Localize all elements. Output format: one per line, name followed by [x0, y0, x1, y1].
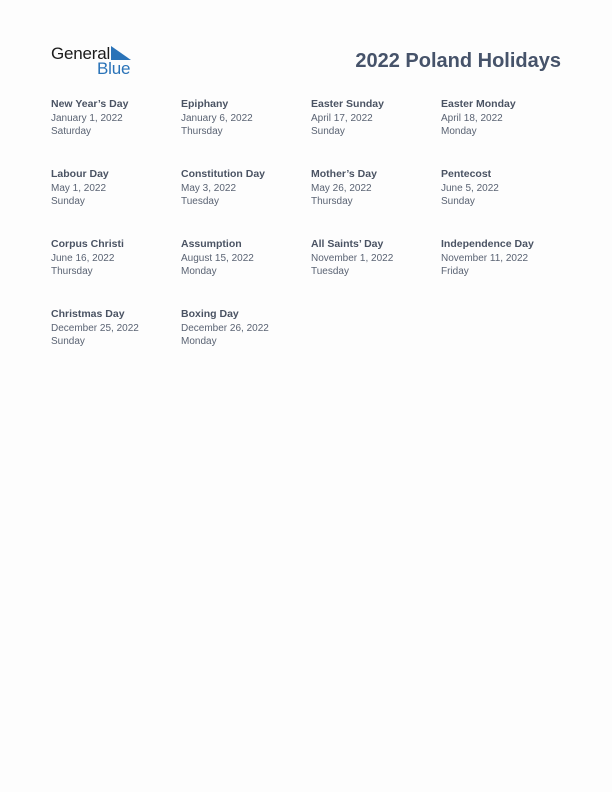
holiday-date: November 11, 2022: [441, 252, 529, 264]
holiday-name: All Saints’ Day: [311, 238, 384, 250]
holiday-date: May 3, 2022: [181, 182, 237, 194]
holiday-date: August 15, 2022: [181, 252, 254, 264]
holiday-item: [311, 98, 441, 168]
holiday-date: June 5, 2022: [441, 182, 499, 194]
holiday-item: [181, 168, 311, 238]
holiday-weekday: Sunday: [51, 196, 85, 208]
holiday-weekday: Thursday: [51, 266, 93, 278]
holiday-weekday: Sunday: [311, 126, 345, 138]
holiday-weekday: Sunday: [441, 196, 475, 208]
holiday-date: January 6, 2022: [181, 112, 253, 124]
holiday-item: [181, 308, 311, 378]
holiday-weekday: Monday: [441, 126, 477, 138]
page-title: 2022 Poland Holidays: [355, 50, 561, 72]
holiday-date: December 25, 2022: [51, 322, 139, 334]
holiday-date: January 1, 2022: [51, 112, 123, 124]
holiday-date: December 26, 2022: [181, 322, 269, 334]
holiday-date: April 17, 2022: [311, 112, 373, 124]
holiday-name: Labour Day: [51, 168, 109, 180]
holiday-item: [441, 168, 571, 238]
holiday-name: Boxing Day: [181, 308, 239, 320]
holiday-item: [441, 238, 571, 308]
logo-triangle-icon: [111, 46, 131, 60]
holiday-weekday: Friday: [441, 266, 469, 278]
holiday-name: Independence Day: [441, 238, 534, 250]
holiday-date: November 1, 2022: [311, 252, 394, 264]
holiday-weekday: Saturday: [51, 126, 92, 138]
logo-word-blue: Blue: [97, 59, 131, 78]
holiday-name: Pentecost: [441, 168, 492, 180]
holiday-item: [181, 238, 311, 308]
holiday-name: Assumption: [181, 238, 242, 250]
holiday-item: [311, 168, 441, 238]
holiday-name: New Year’s Day: [51, 98, 129, 110]
holiday-weekday: Tuesday: [181, 196, 219, 208]
holiday-item: [441, 98, 571, 168]
holiday-date: May 1, 2022: [51, 182, 107, 194]
holiday-item: [51, 238, 181, 308]
holiday-date: June 16, 2022: [51, 252, 115, 264]
holiday-item: [51, 98, 181, 168]
holiday-weekday: Sunday: [51, 336, 85, 348]
holiday-name: Corpus Christi: [51, 238, 124, 250]
holiday-weekday: Thursday: [181, 126, 223, 138]
logo-word-general: General: [51, 44, 111, 63]
holiday-name: Easter Monday: [441, 98, 516, 110]
holiday-grid: [51, 98, 571, 378]
holiday-date: May 26, 2022: [311, 182, 372, 194]
holiday-name: Mother’s Day: [311, 168, 377, 180]
holiday-name: Constitution Day: [181, 168, 265, 180]
holiday-item: [51, 168, 181, 238]
holiday-weekday: Monday: [181, 336, 217, 348]
holiday-name: Christmas Day: [51, 308, 125, 320]
holiday-item: [51, 308, 181, 378]
holiday-name: Epiphany: [181, 98, 229, 110]
holiday-item: [181, 98, 311, 168]
holiday-date: April 18, 2022: [441, 112, 503, 124]
holiday-weekday: Thursday: [311, 196, 353, 208]
generalblue-logo: [51, 44, 141, 78]
holiday-item: [311, 238, 441, 308]
holiday-weekday: Tuesday: [311, 266, 349, 278]
holiday-name: Easter Sunday: [311, 98, 384, 110]
holiday-weekday: Monday: [181, 266, 217, 278]
